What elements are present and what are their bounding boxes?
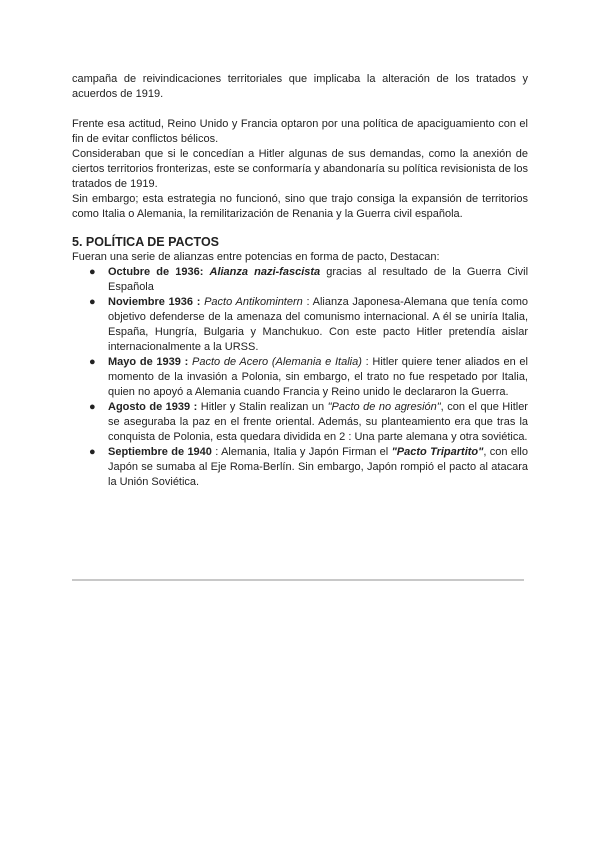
section-heading: 5. POLÍTICA DE PACTOS (72, 235, 220, 249)
pact-name: "Pacto Tripartito" (391, 446, 484, 458)
list-item (72, 445, 528, 490)
pact-description: , con el que Hitler se aseguraba la paz en el frente oriental. Además, su planteamiento era que tras la conquista de Polonia, esta quedara dividida en 2 : Una parte alemana y otra soviética. (108, 401, 528, 443)
bullet-icon: ● (89, 401, 96, 413)
list-item (72, 295, 528, 355)
horizontal-divider (72, 579, 524, 581)
pact-name: Pacto Antikomintern (204, 296, 303, 308)
pact-list (72, 265, 528, 490)
section-intro: Fueran una serie de alianzas entre potencias en forma de pacto, Destacan: (72, 251, 440, 263)
paragraph-intro-2: Frente esa actitud, Reino Unido y Francia optaron por una política de apaciguamiento con el fin de evitar conflictos bélicos. (72, 118, 528, 145)
pact-name: Pacto de Acero (Alemania e Italia) (192, 356, 362, 368)
pact-description: gracias al resultado de la Guerra Civil Española (108, 266, 529, 293)
list-item (72, 355, 528, 400)
document-page (72, 72, 528, 490)
list-item (72, 400, 528, 445)
pact-name: "Pacto de no agresión" (327, 401, 441, 413)
pact-date: Agosto de 1939 : (108, 401, 198, 413)
pact-date: Noviembre 1936 : (108, 296, 201, 308)
pact-name: Alianza nazi-fascista (209, 266, 321, 278)
pact-description: : Alianza Japonesa-Alemana que tenía como objetivo defenderse de la amenaza del comunismo internacional. A él se uniría Italia, España, Hungría, Bulgaria y Manchukuo. Con este pacto Hitler pretendía aislar internacionalmente a la URSS. (108, 296, 528, 353)
bullet-icon: ● (89, 446, 96, 458)
pact-description: , con ello Japón se sumaba al Eje Roma-Berlín. Sin embargo, Japón rompió el pacto al atacara la Unión Soviética. (108, 446, 528, 488)
pact-date: Octubre de 1936: (108, 266, 204, 278)
pact-description: : Hitler quiere tener aliados en el momento de la invasión a Polonia, sin embargo, el trato no fue respetado por Italia, quien no apoyó a Alemania cuando Francia y Reino unido le declararon la Guerra. (108, 356, 528, 398)
pact-date: Septiembre de 1940 (108, 446, 212, 458)
pact-date: Mayo de 1939 : (108, 356, 189, 368)
paragraph-intro-3: Consideraban que si le concedían a Hitler algunas de sus demandas, como la anexión de ciertos territorios fronterizas, este se conformaría y abandonaría su política revisionista de los tratados de 1919. (72, 148, 528, 190)
pact-connector: Hitler y Stalin realizan un (197, 401, 328, 413)
bullet-icon: ● (89, 356, 96, 368)
paragraph-gap (72, 102, 528, 117)
pact-connector: : Alemania, Italia y Japón Firman el (211, 446, 392, 458)
paragraph-intro-1: campaña de reivindicaciones territoriales que implicaba la alteración de los tratados y acuerdos de 1919. (72, 73, 528, 100)
list-item (72, 265, 528, 295)
bullet-icon: ● (89, 266, 96, 278)
paragraph-intro-4: Sin embargo; esta estrategia no funcionó, sino que trajo consiga la expansión de territorios como Italia o Alemania, la remilitarización de Renania y la Guerra civil española. (72, 193, 528, 220)
bullet-icon: ● (89, 296, 96, 308)
